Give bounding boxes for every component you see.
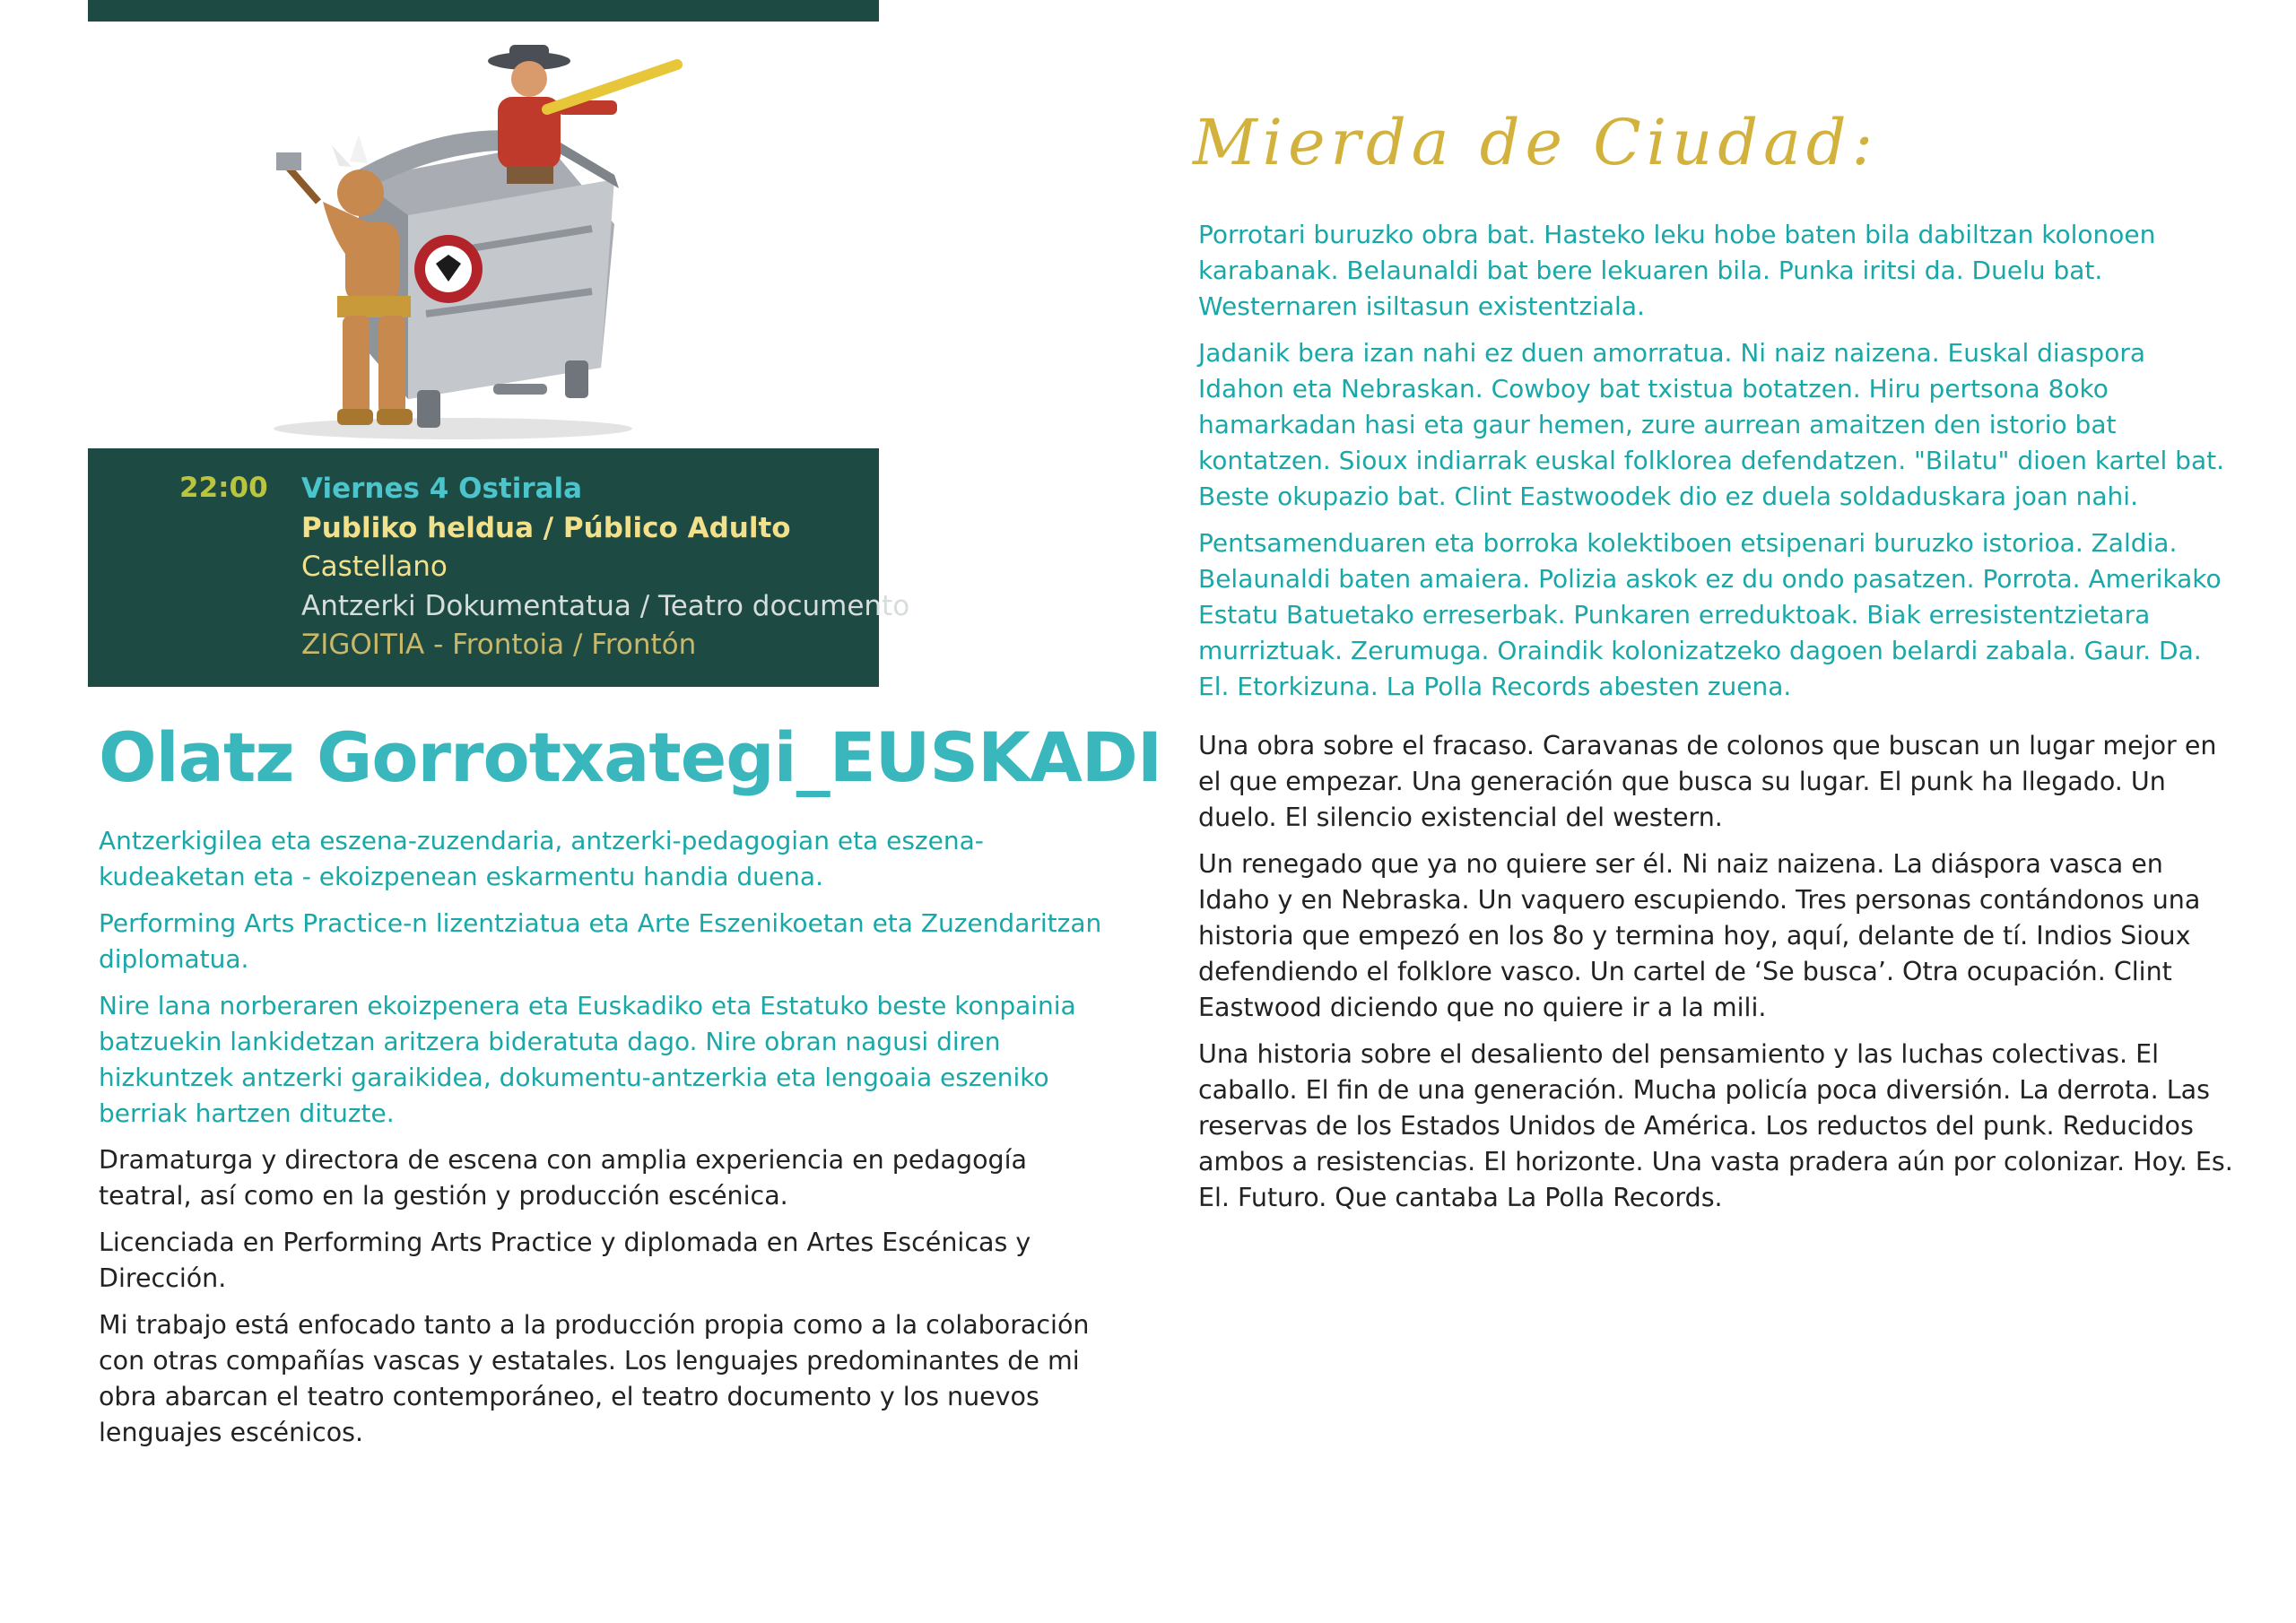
toy-figures-illustration [224, 45, 691, 448]
bio-es-paragraph: Licenciada en Performing Arts Practice y diplomada en Artes Escénicas y Dirección. [99, 1228, 1031, 1293]
desc-es-paragraph: Un renegado que ya no quiere ser él. Ni naiz naizena. La diáspora vasca en Idaho y en Nebraska. Un vaquero escupiendo. Tres personas contándonos una historia que empezó en los 8o y termina hoy, aquí, delante de tí. Indios Sioux defendiendo el folklore vasco. Un cartel de ‘Se busca’. Otra ocupación. Clint Eastwood diciendo que no quiere ir a la mili. [1198, 849, 2201, 1022]
event-audience: Publiko heldua / Público Adulto [301, 511, 791, 544]
desc-eu-paragraph: Porrotari buruzko obra bat. Hasteko leku hobe baten bila dabiltzan kolonoen karabanak. Belaunaldi bat bere lekuaren bila. Punka iritsi da. Duelu bat. Westernaren isiltasun existentziala. [1198, 220, 2156, 321]
desc-es-paragraph: Una historia sobre el desaliento del pensamiento y las luchas colectivas. El caballo. El fin de una generación. Mucha policía poca diversión. La derrota. Las reservas de los Estados Unidos de América. Los reductos del punk. Reducidos ambos a resistencias. El horizonte. Una vasta pradera aún por colonizar. Hoy. Es. El. Futuro. Que cantaba La Polla Records. [1198, 1039, 2233, 1212]
desc-es-paragraph: Una obra sobre el fracaso. Caravanas de colonos que buscan un lugar mejor en el que empezar. Una generación que busca su lugar. El punk ha llegado. Un duelo. El silencio existencial del western. [1198, 731, 2217, 832]
event-venue: ZIGOITIA - Frontoia / Frontón [301, 629, 697, 661]
top-green-bar [88, 0, 879, 22]
play-description [1198, 217, 2239, 1227]
desc-eu-paragraph: Pentsamenduaren eta borroka kolektiboen etsipenari buruzko istorioa. Zaldia. Belaunaldi baten amaiera. Polizia askok ez du ondo pasatzen. Porrota. Amerikako Estatu Batuetako erreserbak. Punkaren erreduktoak. Biak erresistentzietara murriztuak. Zerumuga. Oraindik kolonizatzeko dagoen belardi zabala. Gaur. Da. El. Etorkizuna. La Polla Records abesten zuena. [1198, 528, 2222, 701]
author-name: Olatz Gorrotxategi_EUSKADI [99, 717, 1162, 797]
event-day: Viernes 4 Ostirala [301, 473, 583, 505]
desc-eu-paragraph: Jadanik bera izan nahi ez duen amorratua. Ni naiz naizena. Euskal diaspora Idahon eta Nebraskan. Cowboy bat txistua botatzen. Hiru pertsona 8oko hamarkadan hasi eta gaur hemen, zure aurrean amaitzen den istorio bat kontatzen. Sioux indiarrak euskal folklorea defendatzen. "Bilatu" dioen kartel bat. Beste okupazio bat. Clint Eastwoodek dio ez duela soldaduskara joan nahi. [1198, 338, 2224, 511]
bio-es-paragraph: Mi trabajo está enfocado tanto a la producción propia como a la colaboración con otras compañías vascas y estatales. Los lenguajes predominantes de mi obra abarcan el teatro contemporáneo, el teatro documento y los nuevos lenguajes escénicos. [99, 1310, 1090, 1447]
event-time: 22:00 [179, 472, 268, 504]
bio-eu-paragraph: Antzerkigilea eta eszena-zuzendaria, antzerki-pedagogian eta eszena-kudeaketan eta - ekoizpenean eskarmentu handia duena. [99, 826, 984, 891]
author-bio [99, 823, 1103, 1462]
play-title: Mierda de Ciudad: [1193, 106, 1879, 179]
event-genre: Antzerki Dokumentatua / Teatro documento [301, 589, 910, 622]
event-language: Castellano [301, 551, 448, 583]
bio-eu-paragraph: Nire lana norberaren ekoizpenera eta Euskadiko eta Estatuko beste konpainia batzuekin lankidetzan aritzera bideratuta dago. Nire obran nagusi diren hizkuntzek antzerki garaikidea, dokumentu-antzerkia eta lengoaia eszeniko berriak hartzen dituzte. [99, 991, 1076, 1128]
bio-eu-paragraph: Performing Arts Practice-n lizentziatua eta Arte Eszenikoetan eta Zuzendaritzan diplomatua. [99, 908, 1102, 974]
bio-es-paragraph: Dramaturga y directora de escena con amplia experiencia en pedagogía teatral, así como en la gestión y producción escénica. [99, 1145, 1027, 1211]
event-info-box [88, 448, 910, 687]
